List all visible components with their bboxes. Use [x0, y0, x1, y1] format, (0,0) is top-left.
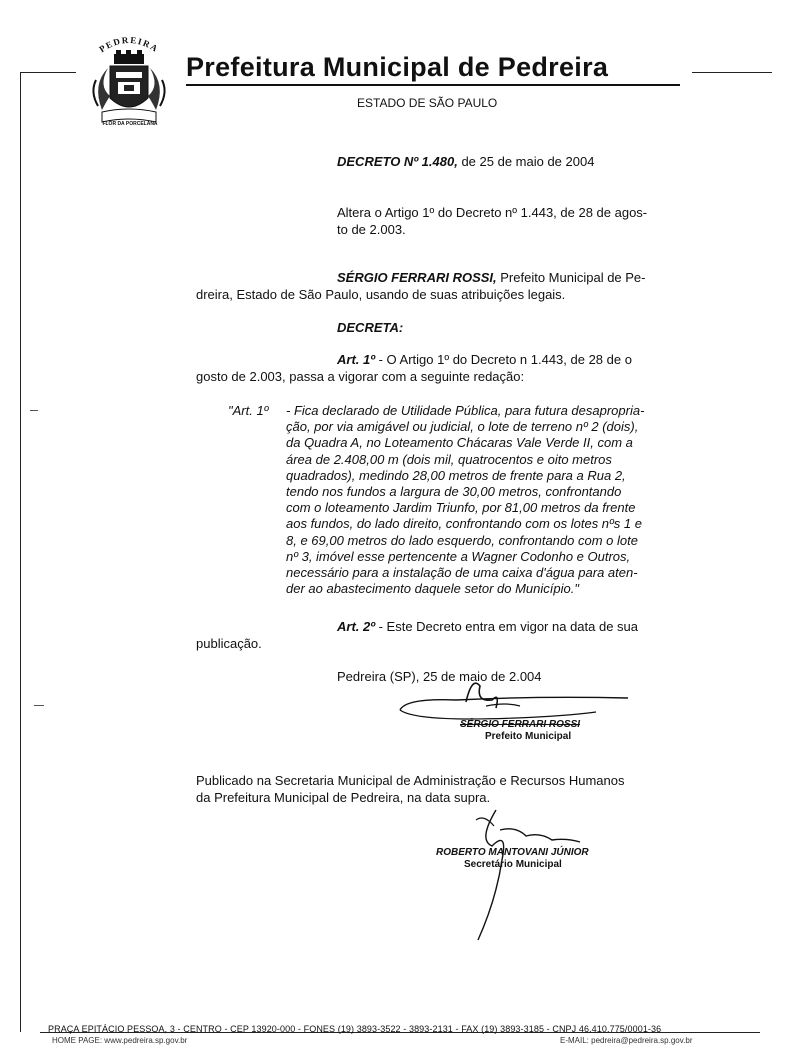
place-date: Pedreira (SP), 25 de maio de 2.004 — [337, 669, 542, 684]
quoted-article-line: ção, por via amigável ou judicial, o lote de terreno nº 2 (dois), — [286, 419, 639, 435]
preamble-line-2: dreira, Estado de São Paulo, usando de suas atribuições legais. — [196, 287, 566, 302]
article-2-text: - Este Decreto entra em vigor na data de sua — [374, 619, 639, 634]
quoted-article-line: quadrados), medindo 28,00 metros de frente para a Rua 2, — [286, 467, 626, 483]
article-1-text: - O Artigo 1º do Decreto n 1.443, de 28 de o — [374, 352, 632, 367]
quoted-article-line: aos fundos, do lado direito, confrontando com os lotes nºs 1 e — [286, 516, 642, 532]
footer-homepage: HOME PAGE: www.pedreira.sp.gov.br — [52, 1036, 188, 1045]
publication-line-1: Publicado na Secretaria Municipal de Administração e Recursos Humanos — [196, 773, 625, 788]
article-1-line-2: gosto de 2.003, passa a vigorar com a seguinte redação: — [196, 369, 525, 384]
quoted-article-line: der ao abastecimento daquele setor do Município." — [286, 581, 579, 597]
quoted-article-line: com o loteamento Jardim Triunfo, por 81,00 metros da frente — [286, 500, 636, 516]
publication-line-2: da Prefeitura Municipal de Pedreira, na data supra. — [196, 790, 491, 805]
quoted-article-text — [286, 403, 696, 597]
preamble-line-1 — [337, 270, 646, 286]
margin-tick — [34, 705, 44, 706]
quoted-article-line: área de 2.408,00 m (dois mil, quatrocentos e oito metros — [286, 451, 612, 467]
page-title: Prefeitura Municipal de Pedreira — [186, 52, 609, 82]
article-2-line-2: publicação. — [196, 636, 262, 651]
article-1-line-1 — [337, 352, 632, 368]
ementa-line-1: Altera o Artigo 1º do Decreto nº 1.443, de 28 de agos- — [337, 205, 648, 220]
frame-top-right-rule — [692, 72, 772, 73]
quoted-article-label: "Art. 1º — [228, 403, 269, 418]
margin-tick — [30, 410, 38, 411]
decree-number: DECRETO Nº 1.480, — [337, 154, 458, 169]
footer-address: PRAÇA EPITÁCIO PESSOA, 3 - CENTRO - CEP 13920-000 - FONES (19) 3893-3522 - 3893-2131 - FAX (19) 3893-3185 - CNPJ 46.410.775/0001-36 — [48, 1024, 662, 1034]
secretary-signature-name: ROBERTO MANTOVANI JÚNIOR — [436, 847, 589, 858]
state-subtitle: ESTADO DE SÃO PAULO — [357, 96, 498, 110]
quoted-article-line: - Fica declarado de Utilidade Pública, para futura desapropria- — [286, 403, 645, 418]
article-2-label: Art. 2º — [337, 619, 375, 634]
mayor-name-inline: SÉRGIO FERRARI ROSSI, — [337, 270, 497, 285]
footer-email: E-MAIL: pedreira@pedreira.sp.gov.br — [560, 1036, 693, 1045]
quoted-article-line: da Quadra A, no Loteamento Chácaras Vale Verde II, com a — [286, 435, 633, 451]
decree-heading — [337, 154, 594, 170]
title-underline — [186, 84, 680, 86]
frame-left-rule — [20, 72, 21, 1032]
quoted-article-line: 8, e 69,00 metros do lado esquerdo, confrontando com o lote — [286, 532, 638, 548]
crest-banner-text: FLOR DA PORCELANA — [102, 121, 158, 127]
article-2-line-1 — [337, 619, 638, 635]
quoted-article-line: tendo nos fundos a largura de 30,00 metros, confrontando — [286, 484, 622, 500]
mayor-signature-name: SÉRGIO FERRARI ROSSI — [460, 719, 581, 730]
decreta-heading: DECRETA: — [337, 320, 404, 335]
preamble-text: Prefeito Municipal de Pe- — [496, 270, 646, 285]
quoted-article-line: necessário para a instalação de uma caixa d'água para aten- — [286, 565, 638, 581]
article-1-label: Art. 1º — [337, 352, 375, 367]
mayor-signature-title: Prefeito Municipal — [485, 731, 572, 742]
frame-top-left-rule — [20, 72, 76, 73]
decree-date: de 25 de maio de 2004 — [457, 154, 595, 169]
quoted-article-line: nº 3, imóvel esse pertencente a Wagner Codonho e Outros, — [286, 548, 631, 564]
secretary-signature — [456, 800, 596, 950]
secretary-signature-title: Secretário Municipal — [464, 859, 562, 870]
ementa-line-2: to de 2.003. — [337, 222, 406, 237]
svg-text:PEDREIRA: PEDREIRA — [97, 36, 161, 55]
